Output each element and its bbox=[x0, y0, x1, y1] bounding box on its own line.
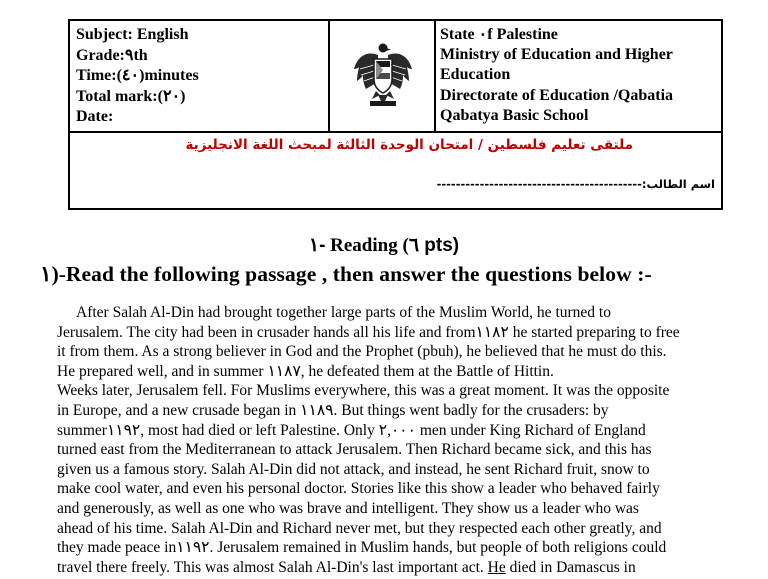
passage-line: in Europe, and a new crusade began in ١١٨٩. But things went badly for the crusaders: by bbox=[57, 401, 609, 419]
exam-info bbox=[70, 21, 330, 131]
time-label: Time:(٤٠)minutes bbox=[76, 67, 199, 84]
question-instruction: ١)-Read the following passage , then answer the questions below :- bbox=[40, 262, 652, 286]
passage-line bbox=[57, 558, 727, 578]
arabic-exam-title: ملتقى تعليم فلسطين / امتحان الوحدة الثالثة لمبحث اللغة الانجليزية bbox=[185, 137, 633, 153]
reading-passage bbox=[57, 303, 727, 577]
header-bottom-row bbox=[70, 133, 721, 208]
header-top-row bbox=[70, 21, 721, 133]
directorate-label: Directorate of Education /Qabatia bbox=[440, 86, 674, 104]
underlined-word: He bbox=[487, 558, 506, 576]
grade-label: Grade:٩th bbox=[76, 46, 148, 64]
section-heading bbox=[0, 234, 768, 257]
date-label: Date: bbox=[76, 108, 114, 125]
ministry-label-line1: Ministry of Education and Higher bbox=[440, 46, 673, 64]
passage-line: make cool water, and even his personal doctor. Stories like this show a leader who behaved fairly bbox=[57, 480, 660, 498]
palestine-eagle-emblem-icon bbox=[352, 39, 414, 109]
passage-line: given us a famous story. Salah Al-Din did not attack, and instead, he sent Richard fruit, snow to bbox=[57, 460, 650, 478]
ministry-label-line2: Education bbox=[440, 66, 511, 84]
passage-line: and generously, as well as one who was brave and intelligent. They show us a leader who was bbox=[57, 499, 639, 517]
passage-line: turned east from the Mediterranean to attack Jerusalem. Then Richard became sick, and this has bbox=[57, 441, 652, 459]
section-title: Reading bbox=[330, 235, 398, 256]
passage-line-text: travel there freely. This was almost Salah Al-Din's last important act. bbox=[57, 558, 484, 576]
section-points-open: ( bbox=[402, 235, 409, 256]
subject-label: Subject: English bbox=[76, 26, 189, 43]
school-info bbox=[436, 21, 721, 131]
total-mark-label: Total mark:(٢٠) bbox=[76, 87, 186, 105]
passage-line-tail: died in Damascus in bbox=[505, 558, 636, 576]
passage-line: summer١١٩٢, most had died or left Palestine. Only ٢,٠٠٠ men under King Richard of England bbox=[57, 421, 646, 439]
section-points-number: ٦ bbox=[408, 235, 420, 256]
passage-line: ahead of his time. Salah Al-Din and Richard never met, but they respected each other greatly, and bbox=[57, 519, 662, 537]
passage-line: they made peace in١١٩٢. Jerusalem remained in Muslim hands, but people of both religions could bbox=[57, 539, 667, 557]
passage-line: Weeks later, Jerusalem fell. For Muslims everywhere, this was a great moment. It was the opposite bbox=[57, 382, 670, 400]
passage-line: After Salah Al-Din had brought together large parts of the Muslim World, he turned to bbox=[76, 304, 611, 321]
passage-line: Jerusalem. The city had been in crusader hands all his life and from١١٨٢ he started preparing to free bbox=[57, 323, 680, 341]
exam-header bbox=[68, 19, 723, 210]
state-label: State ٠f Palestine bbox=[440, 26, 558, 43]
passage-line: it from them. As a strong believer in God and the Prophet (pbuh), he believed that he must do this. bbox=[57, 343, 667, 361]
section-number: ١- bbox=[308, 235, 326, 256]
passage-line: He prepared well, and in summer ١١٨٧, he defeated them at the Battle of Hittin. bbox=[57, 362, 554, 380]
school-label: Qabatya Basic School bbox=[440, 106, 589, 124]
student-name-field[interactable]: اسم الطالب:------------------------------------------- bbox=[436, 177, 715, 191]
section-points-label: pts) bbox=[419, 235, 460, 256]
emblem-cell bbox=[330, 21, 436, 131]
